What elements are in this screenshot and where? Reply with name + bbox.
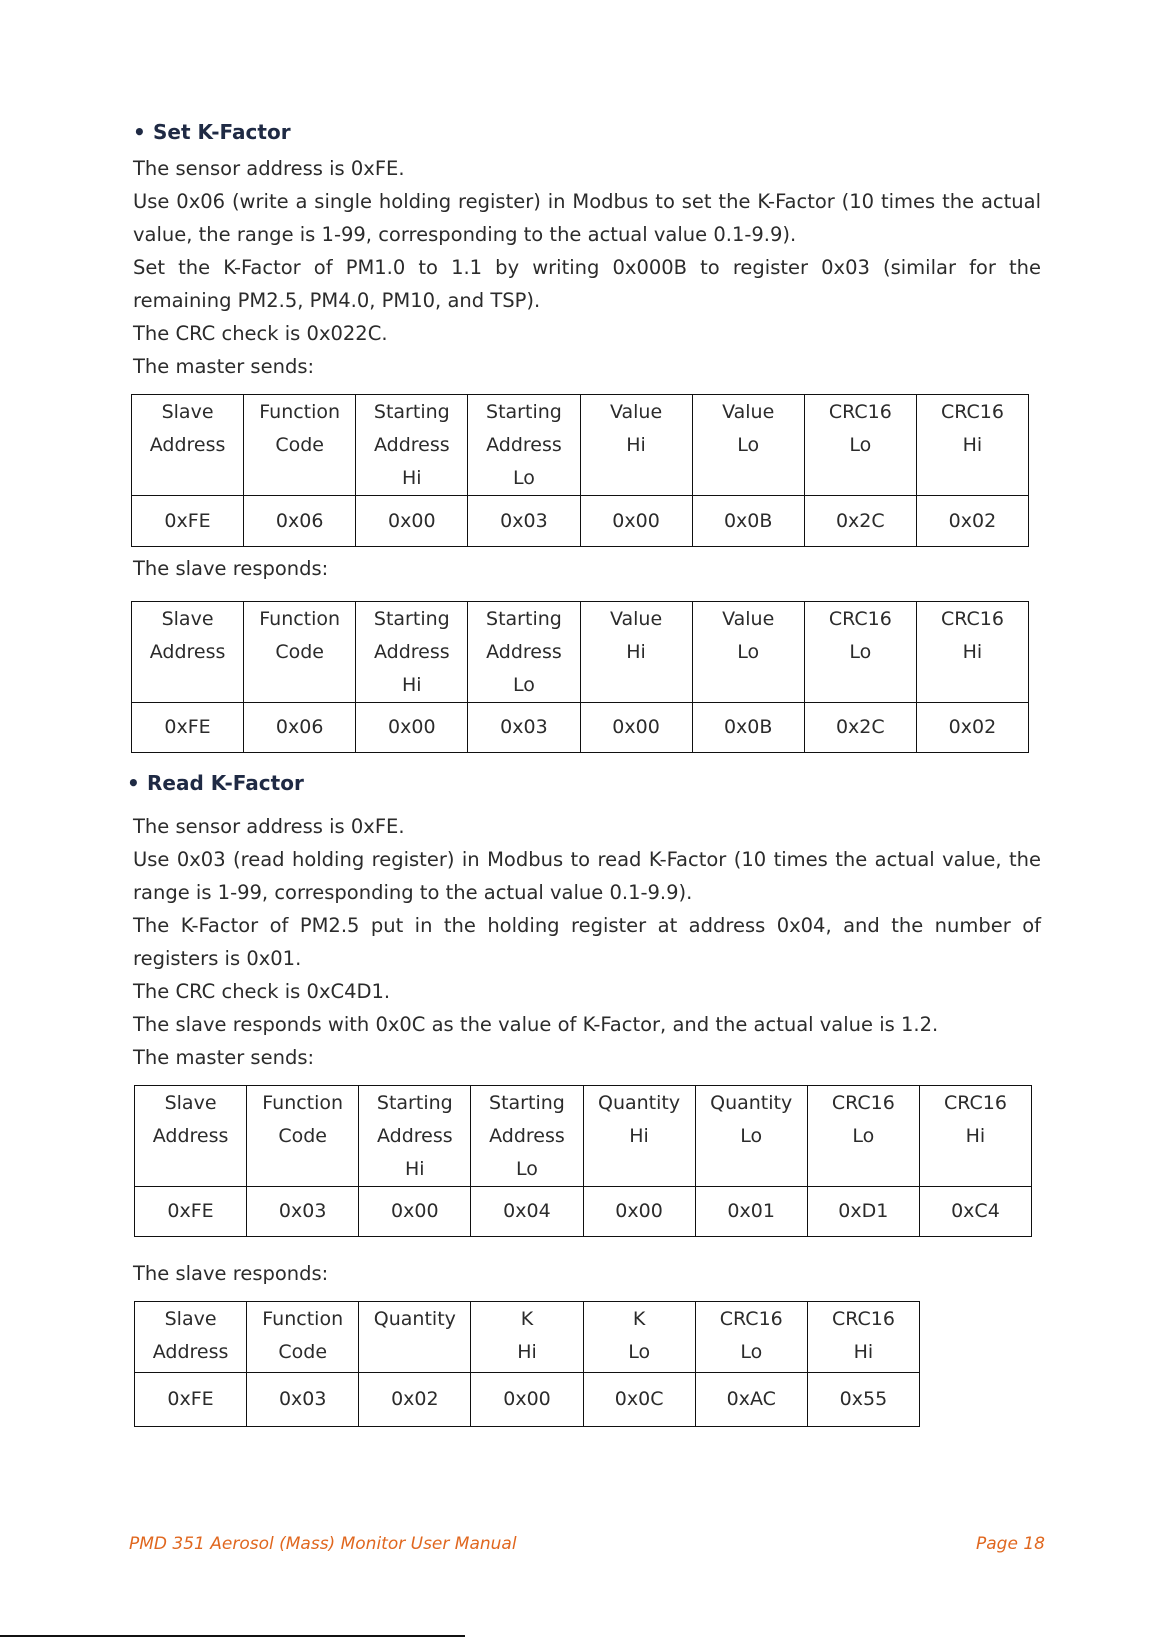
- header-cell-line: Address: [376, 1125, 453, 1147]
- header-cell-line: Lo: [515, 1158, 538, 1180]
- value-cell: 0xC4: [919, 1187, 1031, 1237]
- value-cell: 0x00: [471, 1373, 583, 1427]
- header-cell-line: Hi: [402, 467, 422, 489]
- header-cell: [692, 602, 804, 703]
- value-cell: 0xD1: [807, 1187, 919, 1237]
- header-cell: [580, 395, 692, 496]
- header-cell: [583, 1086, 695, 1187]
- header-cell: [695, 1302, 807, 1373]
- header-cell: [804, 602, 916, 703]
- header-cell-line: Starting: [373, 401, 450, 423]
- header-cell-line: Quantity: [710, 1092, 793, 1114]
- header-cell-line: Code: [278, 1341, 328, 1363]
- header-cell-line: CRC16: [828, 401, 892, 423]
- header-cell-line: Starting: [486, 401, 562, 423]
- header-cell-line: Address: [373, 641, 450, 663]
- header-cell: [695, 1086, 807, 1187]
- header-cell-line: Lo: [737, 641, 760, 663]
- value-cell: 0x00: [356, 703, 468, 753]
- header-cell-line: Slave: [161, 608, 214, 630]
- header-cell-line: Quantity: [373, 1308, 456, 1330]
- value-cell: 0xFE: [135, 1187, 247, 1237]
- header-cell: [583, 1302, 695, 1373]
- header-cell: [468, 602, 580, 703]
- header-cell-line: Address: [152, 1341, 229, 1363]
- header-cell-line: Slave: [164, 1092, 217, 1114]
- footer-page-number: Page 18: [976, 1534, 1045, 1554]
- header-cell-line: Lo: [740, 1125, 763, 1147]
- value-cell: 0x03: [247, 1373, 359, 1427]
- header-cell: [356, 395, 468, 496]
- header-cell-line: Lo: [512, 467, 535, 489]
- header-cell-line: Slave: [161, 401, 214, 423]
- header-cell-line: Lo: [737, 434, 760, 456]
- header-cell-line: Hi: [517, 1341, 537, 1363]
- header-cell-line: Address: [149, 434, 226, 456]
- header-cell-line: K: [632, 1308, 646, 1330]
- header-cell-line: Hi: [626, 434, 646, 456]
- value-cell: 0xFE: [135, 1373, 247, 1427]
- value-cell: 0xFE: [132, 703, 244, 753]
- value-cell: 0x00: [580, 496, 692, 547]
- value-cell: 0x02: [916, 496, 1028, 547]
- slave-responds-label: The slave responds:: [133, 1262, 329, 1285]
- value-cell: 0x00: [580, 703, 692, 753]
- header-cell-line: Hi: [853, 1341, 874, 1363]
- value-cell: 0x2C: [804, 703, 916, 753]
- value-cell: 0x03: [247, 1187, 359, 1237]
- paragraph-line: The K-Factor of PM2.5 put in the holding register at address 0x04, and the number of registers is 0x01.: [133, 914, 1041, 970]
- value-cell: 0x0C: [583, 1373, 695, 1427]
- header-cell: [132, 395, 244, 496]
- header-cell-line: Address: [489, 1125, 565, 1147]
- header-cell-line: Value: [722, 608, 775, 630]
- header-cell: [132, 602, 244, 703]
- header-cell-line: Address: [486, 641, 562, 663]
- header-cell-line: Function: [259, 608, 341, 630]
- set-kfactor-heading: • Set K-Factor: [133, 120, 291, 144]
- header-cell: [804, 395, 916, 496]
- header-cell-line: Hi: [965, 1125, 986, 1147]
- value-cell: 0x00: [359, 1187, 471, 1237]
- header-cell: [135, 1086, 247, 1187]
- paragraph-line: The CRC check is 0xC4D1.: [133, 980, 391, 1003]
- read-kfactor-text: [133, 810, 1041, 1074]
- header-cell-line: K: [520, 1308, 534, 1330]
- header-cell-line: Slave: [164, 1308, 217, 1330]
- header-cell-line: Address: [373, 434, 450, 456]
- header-cell: [916, 602, 1028, 703]
- header-cell: [692, 395, 804, 496]
- header-cell-line: Lo: [628, 1341, 651, 1363]
- paragraph-line: Use 0x03 (read holding register) in Modbus to read K-Factor (10 times the actual value, the range is 1-99, corresponding to the actual value 0.1-9.9).: [133, 848, 1041, 904]
- value-cell: 0x02: [916, 703, 1028, 753]
- header-cell-line: Hi: [402, 674, 422, 696]
- header-cell: [919, 1086, 1031, 1187]
- value-cell: 0x0B: [692, 496, 804, 547]
- value-cell: 0x06: [244, 703, 356, 753]
- header-cell-line: Code: [275, 434, 325, 456]
- master-sends-label: The master sends:: [133, 1046, 315, 1069]
- header-cell-line: CRC16: [940, 608, 1004, 630]
- read-master-table: [134, 1085, 1032, 1237]
- header-cell: [359, 1086, 471, 1187]
- header-cell-line: CRC16: [831, 1308, 895, 1330]
- value-cell: 0x00: [583, 1187, 695, 1237]
- header-cell: [359, 1302, 471, 1373]
- header-cell-line: Starting: [376, 1092, 453, 1114]
- value-cell: 0xFE: [132, 496, 244, 547]
- paragraph-line: The sensor address is 0xFE.: [133, 815, 405, 838]
- header-cell: [471, 1302, 583, 1373]
- value-cell: 0x00: [356, 496, 468, 547]
- paragraph-line: The slave responds with 0x0C as the value of K-Factor, and the actual value is 1.2.: [133, 1013, 939, 1036]
- header-cell-line: Hi: [629, 1125, 649, 1147]
- value-cell: 0x0B: [692, 703, 804, 753]
- paragraph-line: Use 0x06 (write a single holding register) in Modbus to set the K-Factor (10 times the actual value, the range is 1-99, corresponding to the actual value 0.1-9.9).: [133, 190, 1041, 246]
- header-cell: [807, 1302, 919, 1373]
- header-cell: [807, 1086, 919, 1187]
- header-cell-line: Function: [259, 401, 341, 423]
- header-cell-line: CRC16: [828, 608, 892, 630]
- header-cell: [244, 395, 356, 496]
- paragraph-line: Set the K-Factor of PM1.0 to 1.1 by writing 0x000B to register 0x03 (similar for the remaining PM2.5, PM4.0, PM10, and TSP).: [133, 256, 1041, 312]
- header-cell-line: Lo: [740, 1341, 763, 1363]
- header-cell-line: CRC16: [943, 1092, 1007, 1114]
- header-cell-line: Address: [152, 1125, 229, 1147]
- header-cell-line: Starting: [489, 1092, 565, 1114]
- value-cell: 0x06: [244, 496, 356, 547]
- header-cell-line: Lo: [852, 1125, 875, 1147]
- header-cell-line: Value: [609, 608, 663, 630]
- master-sends-label: The master sends:: [133, 355, 315, 378]
- header-cell-line: Value: [722, 401, 775, 423]
- bullet-icon: •: [133, 120, 146, 144]
- value-cell: 0x03: [468, 703, 580, 753]
- header-cell-line: Function: [262, 1308, 344, 1330]
- header-cell-line: Hi: [405, 1158, 425, 1180]
- header-cell-line: Hi: [962, 641, 983, 663]
- header-cell-line: Quantity: [598, 1092, 681, 1114]
- footer-title: PMD 351 Aerosol (Mass) Monitor User Manual: [129, 1534, 517, 1554]
- bottom-divider: [0, 1635, 465, 1637]
- slave-responds-label: The slave responds:: [133, 557, 329, 580]
- header-cell-line: Address: [486, 434, 562, 456]
- header-cell-line: Address: [149, 641, 226, 663]
- value-cell: 0x03: [468, 496, 580, 547]
- header-cell: [916, 395, 1028, 496]
- paragraph-line: The sensor address is 0xFE.: [133, 157, 405, 180]
- header-cell: [468, 395, 580, 496]
- header-cell-line: Function: [262, 1092, 344, 1114]
- header-cell: [247, 1086, 359, 1187]
- header-cell-line: CRC16: [831, 1092, 895, 1114]
- header-cell-line: Value: [609, 401, 663, 423]
- value-cell: 0x04: [471, 1187, 583, 1237]
- value-cell: 0x01: [695, 1187, 807, 1237]
- read-kfactor-heading: • Read K-Factor: [127, 771, 304, 795]
- set-kfactor-text: [133, 152, 1041, 383]
- header-cell-line: CRC16: [940, 401, 1004, 423]
- header-cell-line: Lo: [512, 674, 535, 696]
- header-cell-line: Starting: [373, 608, 450, 630]
- header-cell-line: Code: [278, 1125, 328, 1147]
- value-cell: 0x55: [807, 1373, 919, 1427]
- header-cell-line: Lo: [849, 434, 872, 456]
- header-cell-line: CRC16: [719, 1308, 783, 1330]
- header-cell-line: Lo: [849, 641, 872, 663]
- value-cell: 0xAC: [695, 1373, 807, 1427]
- paragraph-line: The CRC check is 0x022C.: [133, 322, 388, 345]
- header-cell: [135, 1302, 247, 1373]
- header-cell-line: Starting: [486, 608, 562, 630]
- header-cell: [471, 1086, 583, 1187]
- read-slave-table: [134, 1301, 920, 1427]
- header-cell: [356, 602, 468, 703]
- header-cell-line: Code: [275, 641, 325, 663]
- set-master-table: [131, 394, 1029, 547]
- bullet-icon: •: [127, 771, 140, 795]
- header-cell: [247, 1302, 359, 1373]
- header-cell-line: Hi: [962, 434, 983, 456]
- header-cell: [580, 602, 692, 703]
- header-cell-line: Hi: [626, 641, 646, 663]
- value-cell: 0x2C: [804, 496, 916, 547]
- set-slave-table: [131, 601, 1029, 753]
- value-cell: 0x02: [359, 1373, 471, 1427]
- header-cell: [244, 602, 356, 703]
